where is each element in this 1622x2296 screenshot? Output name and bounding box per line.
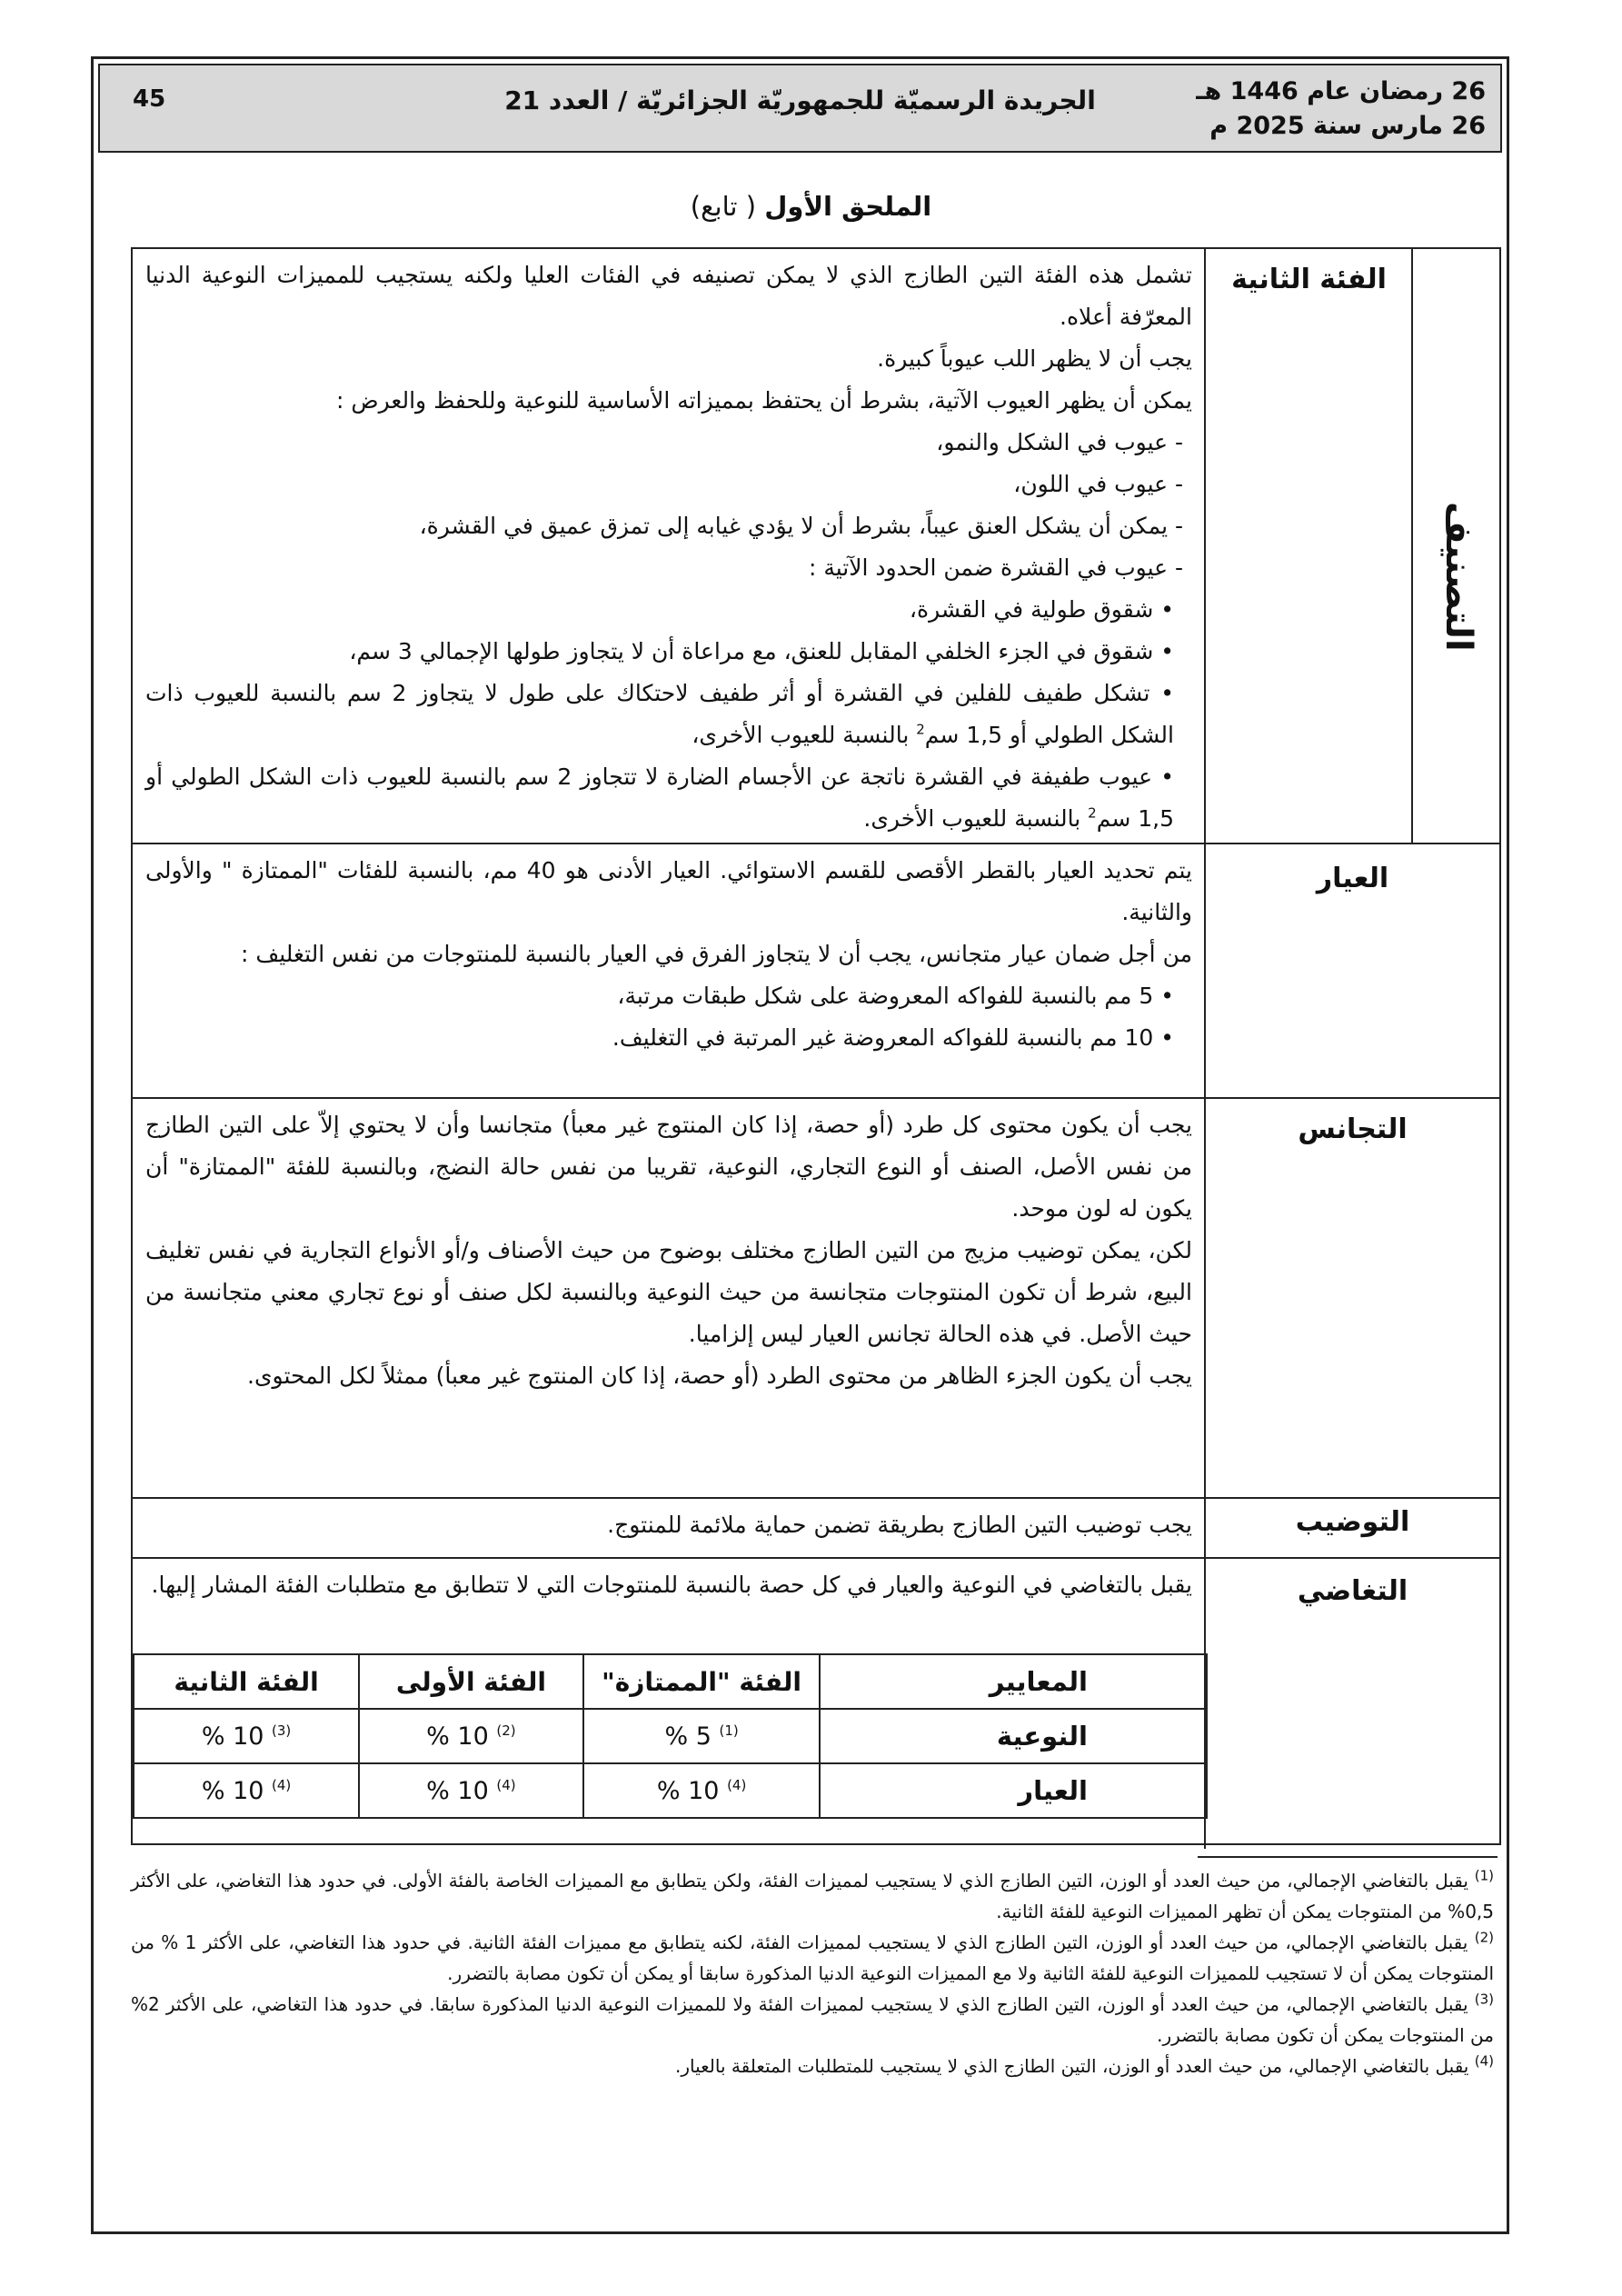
classification-vertical-label: التصنيف	[1438, 501, 1479, 652]
classification-line: - يمكن أن يشكل العنق عيباً، بشرط أن لا يؤدي غيابه إلى تمزق عميق في القشرة،	[419, 513, 1183, 539]
uniformity-row	[133, 1097, 1499, 1499]
sizing-line: • 10 مم بالنسبة للفواكه المعروضة غير المرتبة في التغليف.	[612, 1024, 1174, 1051]
page-number: 45	[133, 85, 166, 113]
annex-title-text: الملحق الأول	[764, 191, 932, 222]
classification-bullet-harmful: • عيوب طفيفة في القشرة ناتجة عن الأجسام الضارة لا تتجاوز 2 سم بالنسبة للعيوب ذات الشكل الطولي أو 1,5 سم$^2$ بالنسبة للعيوب الأخرى.	[145, 764, 1174, 832]
uniformity-content	[145, 1104, 1192, 1397]
classification-line: • شقوق طولية في القشرة،	[909, 596, 1174, 623]
sizing-row	[133, 843, 1499, 1099]
tolerance-text: يقبل بالتغاضي في النوعية والعيار في كل حصة بالنسبة للمنتوجات التي لا تتطابق مع متطلبات الفئة المشار إليها.	[151, 1572, 1192, 1598]
sizing-line: • 5 مم بالنسبة للفواكه المعروضة على شكل طبقات مرتبة،	[617, 983, 1174, 1009]
classification-row	[133, 249, 1499, 843]
footnote: $^{(3)}$ يقبل بالتغاضي الإجمالي، من حيث العدد أو الوزن، التين الطازج الذي لا يستجيب لمميزات الفئة ولا للمميزات النوعية الدنيا المذكورة سابقا. في حدود هذا التغاضي، على الأكثر 2% من المنتوجات يمكن أن تكون مصابة بالتضرر.	[131, 1991, 1494, 2046]
tolerance-header-row	[134, 1654, 1207, 1709]
tol-col-criteria: المعايير	[820, 1654, 1207, 1709]
footnote: $^{(2)}$ يقبل بالتغاضي الإجمالي، من حيث العدد أو الوزن، التين الطازج الذي لا يستجيب لمميزات الفئة، لكنه يتطابق مع مميزات الفئة الثانية. في حدود هذا التغاضي، على الأكثر 1 % من المنتوجات يمكن أن لا تستجيب للمميزات النوعية للفئة الثانية ولا مع المميزات النوعية الدنيا المذكورة سابقا أو يمكن أن تكون مصابة بالتضرر.	[131, 1929, 1494, 1984]
page-header	[98, 64, 1502, 153]
classification-line: - عيوب في القشرة ضمن الحدود الآتية :	[808, 554, 1183, 581]
classification-bullet-cork: • تشكل طفيف للفلين في القشرة أو أثر طفيف لاحتكاك على طول لا يتجاوز 2 سم بالنسبة للعيوب ذات الشكل الطولي أو 1,5 سم$^2$ بالنسبة للعيوب الأخرى،	[145, 680, 1175, 748]
tol-criterion: العيار	[820, 1763, 1207, 1818]
tol-value: $^{(1)}$ 5 %	[583, 1709, 821, 1763]
sizing-line: يتم تحديد العيار بالقطر الأقصى للقسم الاستوائي. العيار الأدنى هو 40 مم، بالنسبة للفئات "الممتازة " والأولى والثانية.	[145, 857, 1192, 925]
sizing-content	[145, 850, 1192, 1059]
tol-value: $^{(3)}$ 10 %	[134, 1709, 359, 1763]
table-row	[134, 1763, 1207, 1818]
tolerance-row	[133, 1557, 1499, 1849]
annex-continued: ( تابع)	[690, 191, 757, 222]
header-title: الجريدة الرسميّة للجمهوريّة الجزائريّة / العدد 21	[504, 85, 1096, 115]
tol-col-first: الفئة الأولى	[359, 1654, 583, 1709]
classification-line: - عيوب في اللون،	[1013, 471, 1183, 497]
category-two-label: الفئة الثانية	[1231, 264, 1387, 295]
uniformity-line: يجب أن يكون محتوى كل طرد (أو حصة، إذا كان المنتوج غير معبأ) متجانسا وأن لا يحتوي إلاّ على التين الطازج من نفس الأصل، الصنف أو النوع التجاري، النوعية، تقريبا من نفس حالة النضج، وبالنسبة للفئة "الممتازة" أن يكون له لون موحد.	[145, 1112, 1192, 1222]
tol-criterion: النوعية	[820, 1709, 1207, 1763]
footnote: $^{(4)}$ يقبل بالتغاضي الإجمالي، من حيث العدد أو الوزن، التين الطازج الذي لا يستجيب للمتطلبات المتعلقة بالعيار.	[674, 2052, 1494, 2077]
table-row	[134, 1709, 1207, 1763]
tolerance-content	[145, 1564, 1192, 1606]
tol-value: $^{(2)}$ 10 %	[359, 1709, 583, 1763]
footnotes	[131, 1865, 1494, 2081]
header-date-gregorian: 26 مارس سنة 2025 م	[1209, 112, 1486, 140]
packaging-text: يجب توضيب التين الطازج بطريقة تضمن حماية ملائمة للمنتوج.	[607, 1512, 1192, 1538]
annex-table	[131, 247, 1501, 1845]
annex-title	[0, 191, 1622, 222]
sizing-line: من أجل ضمان عيار متجانس، يجب أن لا يتجاوز الفرق في العيار بالنسبة للمنتوجات من نفس التغليف :	[240, 941, 1192, 967]
packaging-label: التوضيب	[1295, 1506, 1410, 1538]
tolerance-table	[133, 1653, 1208, 1819]
header-date-hijri: 26 رمضان عام 1446 هـ	[1196, 77, 1486, 105]
tol-col-second: الفئة الثانية	[134, 1654, 359, 1709]
uniformity-line: لكن، يمكن توضيب مزيج من التين الطازج مختلف بوضوح من حيث الأصناف و/أو الأنواع التجارية في نفس تغليف البيع، شرط أن تكون المنتوجات متجانسة من حيث النوعية وبالنسبة لكل صنف أو نوع تجاري معني متجانسة من حيث الأصل. في هذه الحالة تجانس العيار ليس إلزاميا.	[145, 1237, 1192, 1347]
tol-value: $^{(4)}$ 10 %	[134, 1763, 359, 1818]
tolerance-label: التغاضي	[1297, 1575, 1408, 1607]
classification-line: - عيوب في الشكل والنمو،	[936, 429, 1183, 455]
classification-content	[145, 255, 1192, 840]
footnote-divider	[1198, 1856, 1498, 1858]
packaging-content	[145, 1504, 1192, 1546]
footnote: $^{(1)}$ يقبل بالتغاضي الإجمالي، من حيث العدد أو الوزن، التين الطازج الذي لا يستجيب لمميزات الفئة، ولكن يتطابق مع المميزات الخاصة بالفئة الأولى. في حدود هذا التغاضي، على الأكثر 0,5% من المنتوجات يمكن أن تظهر المميزات النوعية للفئة الثانية.	[131, 1867, 1495, 1922]
packaging-row	[133, 1497, 1499, 1559]
sizing-label: العيار	[1316, 863, 1389, 894]
uniformity-label: التجانس	[1298, 1113, 1408, 1145]
tol-value: $^{(4)}$ 10 %	[359, 1763, 583, 1818]
uniformity-line: يجب أن يكون الجزء الظاهر من محتوى الطرد (أو حصة، إذا كان المنتوج غير معبأ) ممثلاً لكل المحتوى.	[247, 1363, 1192, 1389]
classification-line: يمكن أن يظهر العيوب الآتية، بشرط أن يحتفظ بمميزاته الأساسية للنوعية وللحفظ والعرض :	[336, 387, 1192, 414]
tol-col-extra: الفئة "الممتازة"	[583, 1654, 821, 1709]
tol-value: $^{(4)}$ 10 %	[583, 1763, 821, 1818]
classification-line: يجب أن لا يظهر اللب عيوباً كبيرة.	[877, 345, 1192, 372]
classification-line: تشمل هذه الفئة التين الطازج الذي لا يمكن تصنيفه في الفئات العليا ولكنه يستجيب للمميزات النوعية الدنيا المعرّفة أعلاه.	[145, 262, 1192, 330]
classification-line: • شقوق في الجزء الخلفي المقابل للعنق، مع مراعاة أن لا يتجاوز طولها الإجمالي 3 سم،	[349, 638, 1174, 664]
